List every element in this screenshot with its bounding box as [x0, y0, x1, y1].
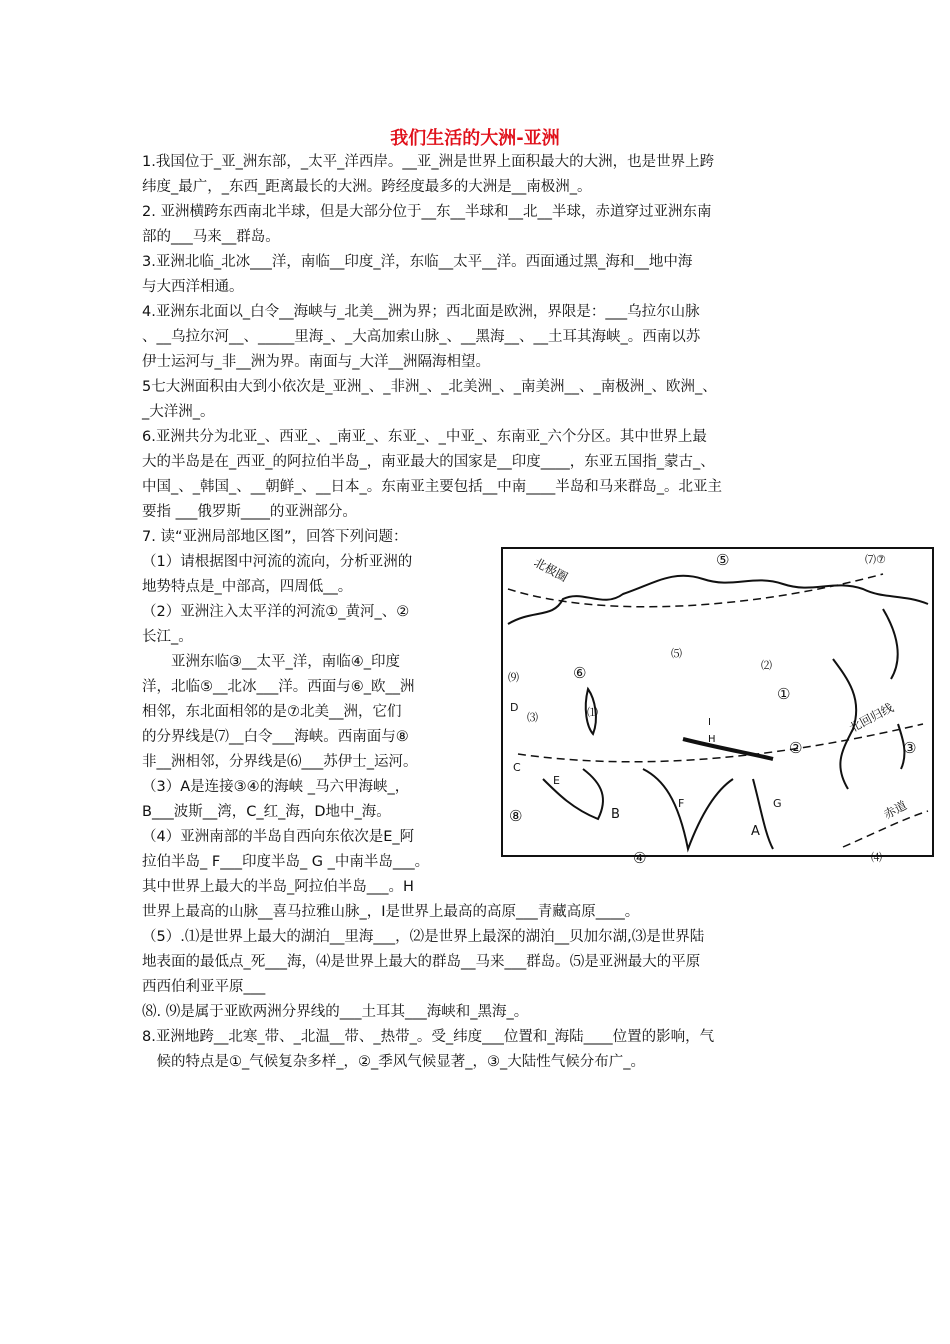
marker-7: ⑺⑦ — [865, 553, 886, 566]
marker-paren-1: ⑴ — [587, 706, 598, 719]
text-line: 8.亚洲地跨__北寒_带、_北温__带、_热带_。受_纬度___位置和_海陆____位置的影响，气 — [142, 1029, 715, 1045]
question-7-heading: 7. 读“亚洲局部地区图”，回答下列问题： — [142, 529, 408, 545]
text-line: 拉伯半岛_ F___印度半岛_ G _中南半岛___。 — [142, 854, 430, 870]
label-C: C — [513, 761, 521, 774]
tropic-label: 北回归线 — [846, 700, 896, 736]
page-title: 我们生活的大洲-亚洲 — [390, 128, 560, 149]
marker-4: ④ — [633, 849, 647, 867]
label-G: G — [773, 797, 782, 810]
marker-1: ① — [777, 685, 791, 703]
text-line: 大的半岛是在_西亚_的阿拉伯半岛_，南亚最大的国家是__印度____，东亚五国指_蒙古_、 — [142, 454, 715, 470]
marker-paren-9: ⑼ — [508, 671, 519, 684]
label-F: F — [678, 797, 685, 810]
text-line: 长江_。 — [142, 629, 193, 645]
label-E: E — [553, 774, 560, 787]
india-peninsula — [643, 769, 733, 849]
text-line: 伊士运河与_非__洲为界。南面与_大洋__洲隔海相望。 — [142, 354, 490, 370]
text-line: 要指 ___俄罗斯____的亚洲部分。 — [142, 504, 357, 520]
text-line: 西西伯利亚平原___ — [142, 979, 266, 995]
question-7-block — [142, 525, 477, 900]
marker-paren-3: ⑶ — [527, 711, 538, 724]
northern-coastline — [508, 576, 928, 624]
text-line: 相邻，东北面相邻的是⑦北美__洲，它们 — [142, 704, 402, 720]
marker-3: ③ — [903, 739, 917, 757]
text-line: 其中世界上最大的半岛_阿拉伯半岛___。H — [142, 879, 414, 895]
arctic-circle-label: 北极圈 — [531, 555, 570, 585]
text-line: 与大西洋相通。 — [142, 279, 244, 295]
text-line: 部的___马来__群岛。 — [142, 229, 280, 245]
label-D: D — [510, 701, 519, 714]
map-drawing — [503, 549, 932, 855]
text-line: ⑻. ⑼是属于亚欧两洲分界线的___土耳其___海峡和_黑海_。 — [142, 1004, 529, 1020]
question-7-continued-and-8 — [142, 900, 812, 1075]
text-line: 2. 亚洲横跨东西南北半球，但是大部分位于__东__半球和__北__半球，赤道穿过亚洲东南 — [142, 204, 712, 220]
arabia-peninsula — [543, 769, 603, 819]
text-line: （3）A是连接③④的海峡 _马六甲海峡_， — [142, 779, 410, 795]
text-line: 非__洲相邻，分界线是⑹___苏伊士_运河。 — [142, 754, 418, 770]
text-line: 地表面的最低点_死___海，⑷是世界上最大的群岛__马来___群岛。⑸是亚洲最大的平原 — [142, 954, 701, 970]
marker-6: ⑥ — [573, 664, 587, 682]
marker-paren-2: ⑵ — [761, 659, 772, 672]
text-line: 3.亚洲北临_北冰___洋，南临__印度_洋，东临__太平__洋。西面通过黑_海和__地中海 — [142, 254, 693, 270]
text-line: 6.亚洲共分为北亚_、西亚_、_南亚_、东亚_、_中亚_、东南亚_六个分区。其中世界上最 — [142, 429, 707, 445]
asia-regional-map — [501, 547, 934, 867]
text-line: 的分界线是⑺__白令___海峡。西南面与⑧ — [142, 729, 409, 745]
text-line: _大洋洲_。 — [142, 404, 215, 420]
marker-8: ⑧ — [509, 807, 523, 825]
text-line: 、__乌拉尔河__、_____里海_、_大高加索山脉_、__黑海__、__土耳其海峡_。西南以苏 — [142, 329, 701, 345]
text-line: 世界上最高的山脉__喜马拉雅山脉_，I是世界上最高的高原___青藏高原____。 — [142, 904, 640, 920]
marker-2: ② — [789, 739, 803, 757]
marker-paren-4: ⑷ — [871, 851, 882, 864]
text-line: 亚洲东临③__太平_洋，南临④_印度 — [142, 654, 400, 670]
question-block-1-6 — [142, 150, 812, 525]
text-line: （1）请根据图中河流的流向，分析亚洲的 — [142, 554, 413, 570]
text-line: 1.我国位于_亚_洲东部，_太平_洋西岸。__亚_洲是世界上面积最大的大洲，也是世界上跨 — [142, 154, 715, 170]
label-B: B — [611, 807, 620, 822]
marker-paren-5: ⑸ — [671, 647, 682, 660]
text-line: （2）亚洲注入太平洋的河流①_黄河_、② — [142, 604, 410, 620]
equator-label: 赤道 — [881, 798, 910, 822]
marker-5: ⑤ — [716, 551, 730, 569]
label-H: H — [708, 734, 716, 745]
label-A: A — [751, 824, 760, 839]
text-line: 纬度_最广，_东西_距离最长的大洲。跨经度最多的大洲是__南极洲_。 — [142, 179, 592, 195]
text-line: 洋，北临⑤__北冰___洋。西面与⑥_欧__洲 — [142, 679, 415, 695]
text-line: B___波斯__湾，C_红_海，D地中_海。 — [142, 804, 391, 820]
text-line: 候的特点是①_气候复杂多样_，②_季风气候显著_，③_大陆性气候分布广_。 — [142, 1054, 645, 1070]
text-line: 地势特点是_中部高，四周低__。 — [142, 579, 353, 595]
text-line: （5）.⑴是世界上最大的湖泊__里海___，⑵是世界上最深的湖泊__贝加尔湖,⑶是世界陆 — [142, 929, 705, 945]
text-line: 5七大洲面积由大到小依次是_亚洲_、_非洲_、_北美洲_、_南美洲__、_南极洲_、欧洲_、 — [142, 379, 717, 395]
himalaya-line — [683, 739, 773, 759]
text-line: （4）亚洲南部的半岛自西向东依次是E_阿 — [142, 829, 415, 845]
text-line: 中国_、_韩国_、__朝鲜_、__日本_。东南亚主要包括__中南____半岛和马来群岛_。北亚主 — [142, 479, 722, 495]
label-I: I — [708, 717, 711, 728]
kamchatka — [883, 609, 898, 679]
text-line: 4.亚洲东北面以_白令__海峡与_北美__洲为界；西北面是欧洲，界限是：___乌拉尔山脉 — [142, 304, 700, 320]
